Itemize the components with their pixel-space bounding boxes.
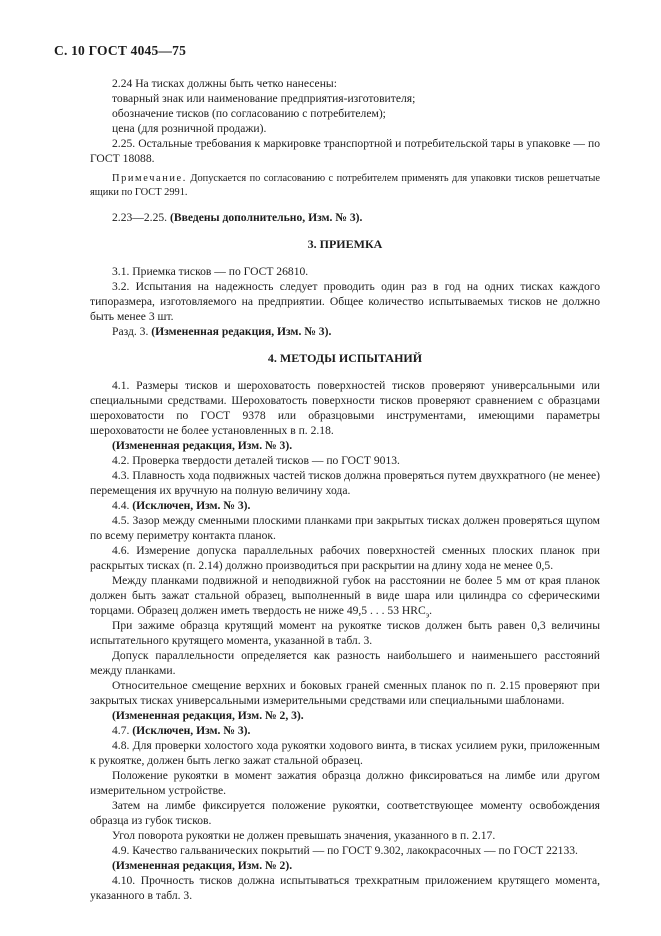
amendment-text: (Исключен, Изм. № 3).: [129, 499, 251, 512]
clause-2-25: 2.25. Остальные требования к маркировке транспортной и потребительской тары в упаковке — по ГОСТ 18088.: [90, 137, 600, 165]
amendment-text: (Измененная редакция, Изм. № 3).: [148, 325, 332, 338]
clause-4-8-angle: Угол поворота рукоятки не должен превышать значения, указанного в п. 2.17.: [112, 829, 496, 842]
clause-4-9: 4.9. Качество гальванических покрытий — по ГОСТ 9.302, лакокрасочных — по ГОСТ 22133.: [112, 844, 578, 857]
amendment-text: (Введены дополнительно, Изм. № 3).: [167, 211, 363, 224]
clause-2-24-item: цена (для розничной продажи).: [112, 122, 267, 135]
clause-4-10: 4.10. Прочность тисков должна испытываться трехкратным приложением крутящего момента, указанного в табл. 3.: [90, 874, 600, 902]
clause-4-6-torque: При зажиме образца крутящий момент на рукоятке тисков должен быть равен 0,3 величины испытательного крутящего момента, указанной в табл. 3.: [90, 619, 600, 647]
clause-4-7: [90, 723, 600, 738]
page-header: С. 10 ГОСТ 4045—75: [54, 43, 187, 58]
section-3-amendment: [90, 324, 600, 339]
clause-4-8-position: Положение рукоятки в момент зажатия образца должно фиксироваться на лимбе или другом измерительном устройстве.: [90, 769, 600, 797]
amendment-ref: 2.23—2.25.: [112, 211, 168, 224]
clause-4-5: 4.5. Зазор между сменными плоскими планками при закрытых тисках должен проверяться щупом по всему периметру контакта планок.: [90, 514, 600, 542]
clause-4-6: 4.6. Измерение допуска параллельных рабочих поверхностей сменных плоских планок при раскрытых тисках (п. 2.14) должно производиться при раскрытии на длину хода не менее 0,5.: [90, 544, 600, 572]
clause-4-1: 4.1. Размеры тисков и шероховатость поверхностей тисков проверяют универсальными или специальными средствами. Шероховатость поверхности тисков проверяют сравнением с образцами шероховатости по ГОСТ 9378 или образцовыми инструментами, имеющими параметры шероховатости не более установленных в п. 2.18.: [90, 379, 600, 437]
clause-3-1: 3.1. Приемка тисков — по ГОСТ 26810.: [112, 265, 309, 278]
clause-3-2: 3.2. Испытания на надежность следует проводить один раз в год на одних тисках каждого типоразмера, изготовляемого на предприятии. Общее количество испытываемых тисков не должно быть менее 3 шт.: [90, 280, 600, 323]
note: [90, 172, 600, 200]
clause-4-6-offset: Относительное смещение верхних и боковых граней сменных планок по п. 2.15 проверяют при закрытых тисках универсальными измерительными средствами или специальными шаблонами.: [90, 679, 600, 707]
amendment-ref: Разд. 3.: [112, 325, 149, 338]
clause-4-6-amendment: (Измененная редакция, Изм. № 2, 3).: [112, 709, 304, 722]
clause-2-24-item: товарный знак или наименование предприятия-изготовителя;: [112, 92, 416, 105]
clause-4-8: 4.8. Для проверки холостого хода рукоятки ходового винта, в тисках усилием руки, приложенным к рукоятке, должен быть легко зажат стальной образец.: [90, 739, 600, 767]
clause-4-6-sample: [90, 573, 600, 618]
clause-4-8-release: Затем на лимбе фиксируется положение рукоятки, соответствующее моменту освобождения образца из губок тисков.: [90, 799, 600, 827]
paragraph-end: .: [429, 604, 433, 617]
amendment-text: (Исключен, Изм. № 3).: [129, 724, 251, 737]
clause-4-1-amendment: (Измененная редакция, Изм. № 3).: [112, 439, 293, 452]
clause-4-9-amendment: (Измененная редакция, Изм. № 2).: [112, 859, 293, 872]
note-text: Допускается по согласованию с потребителем применять для упаковки тисков решетчатые ящики по ГОСТ 2991.: [90, 173, 600, 198]
clause-4-2: 4.2. Проверка твердости деталей тисков — по ГОСТ 9013.: [112, 454, 400, 467]
clause-4-6-tolerance: Допуск параллельности определяется как разность наибольшего и наименьшего расстояний между планками.: [90, 649, 600, 677]
clause-2-24: 2.24 На тисках должны быть четко нанесены:: [112, 77, 337, 90]
section-title-3: 3. ПРИЕМКА: [307, 237, 383, 251]
paragraph-text: Между планками подвижной и неподвижной губок на расстоянии не более 5 мм от края планок должен быть зажат стальной образец, выполненный в виде шара или цилиндра со сферическими торцами. Образец должен иметь твердость не ниже 49,5 . . . 53 HRC: [90, 574, 600, 617]
clause-number: 4.4.: [112, 499, 130, 512]
page-body: [90, 76, 600, 903]
amendment-note: [90, 210, 600, 225]
clause-2-24-item: обозначение тисков (по согласованию с потребителем);: [112, 107, 386, 120]
section-title-4: 4. МЕТОДЫ ИСПЫТАНИЙ: [267, 351, 423, 365]
clause-4-4: [90, 498, 600, 513]
note-label: Примечание.: [112, 173, 187, 184]
clause-4-3: 4.3. Плавность хода подвижных частей тисков должна проверяться путем двухкратного (не менее) перемещения их вручную на полную величину хода.: [90, 469, 600, 497]
hardness-subscript: э: [425, 610, 430, 620]
clause-number: 4.7.: [112, 724, 130, 737]
